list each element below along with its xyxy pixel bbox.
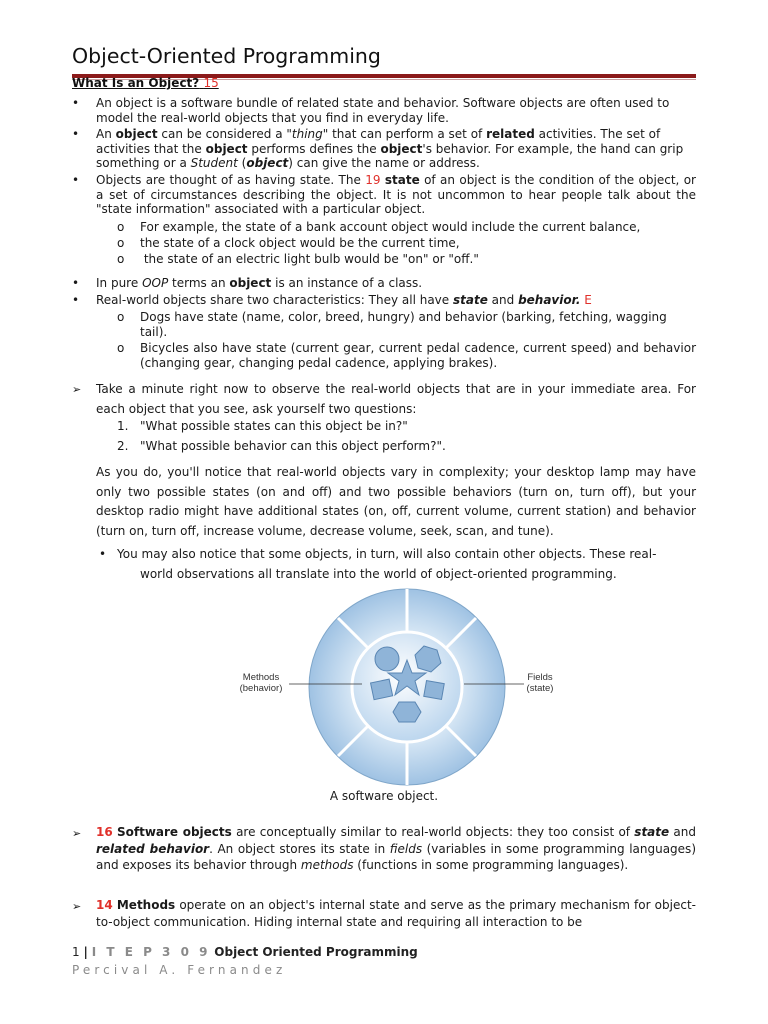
bullet-4: In pure OOP terms an object is an instance of a class. [96, 276, 423, 290]
question-2: "What possible behavior can this object perform?". [140, 439, 446, 453]
bullet-dot: • [72, 173, 80, 187]
arrow-bullet-icon: ➢ [72, 827, 82, 840]
arrow-bullet-icon: ➢ [72, 900, 82, 913]
figure-caption: A software object. [329, 789, 439, 803]
bullet-2: An object can be considered a "thing" that can perform a set of related activities. The set of activities that the object performs defines the object's behavior. For example, the hand can grip something or a Student (object) can give the name or address. [96, 127, 684, 171]
methods-sublabel: (behavior) [239, 683, 283, 694]
bullet-3: Objects are thought of as having state. The 19 state of an object is the condition of the object, or a set of circumstances describing the object. It is not uncommon to hear people talk about the "state information" associated with a particular object. [96, 173, 696, 217]
bullet-dot: • [72, 276, 80, 290]
bullet-1: An object is a software bundle of related state and behavior. Software objects are often used to model the real-world objects that you find in everyday life. [96, 96, 670, 125]
section-number: 15 [203, 76, 219, 90]
bullet-3-sub-2: the state of a clock object would be the current time, [140, 236, 460, 250]
bullet-dot: • [99, 547, 107, 561]
methods-label: Methods [242, 672, 280, 683]
section-heading: What Is an Object? 15 [72, 76, 219, 90]
inner-core [352, 632, 462, 742]
course-title: Object Oriented Programming [214, 945, 418, 959]
bullet-dot: • [72, 96, 80, 110]
point-14: 14 Methods operate on an object's internal state and serve as the primary mechanism for object-to-object communication. Hiding internal state and requiring all interaction to be [96, 898, 696, 929]
course-code: I T E P 3 0 9 [91, 945, 211, 959]
page-number: 1 [72, 945, 80, 959]
bullet-dot: • [72, 293, 80, 307]
page-title: Object-Oriented Programming [72, 44, 381, 68]
bullet-3-sub-3: the state of an electric light bulb would be "on" or "off." [140, 252, 479, 266]
bullet-5-sub-2: Bicycles also have state (current gear, current pedal cadence, current speed) and behavior (changing gear, changing pedal cadence, applying brakes). [140, 341, 696, 370]
bullet-5: Real-world objects share two characteristics: They all have state and behavior. E [96, 293, 592, 307]
bullet-3-sub-1: For example, the state of a bank account object would include the current balance, [140, 220, 641, 234]
footer-line: 1 | I T E P 3 0 9 Object Oriented Programming [72, 945, 418, 959]
note-line-2: world observations all translate into the world of object-oriented programming. [140, 567, 617, 581]
footer-author: Percival A. Fernandez [72, 963, 287, 977]
document-page: Object-Oriented Programming What Is an Object? 15 • An object is a software bundle of related state and behavior. Software objects are often used to model the real-world objects that you find in everyday life. • An object can be considered a "thing" that can perform a set of related activities. The set of activities that the object performs defines the object's behavior. For example, the hand can grip something or a Student (object) can give the name or address. • Objects are thought of as having state. The 19 state of an object is the condition of the object, or a set of circumstances describing the object. It is not uncommon to hear people talk about the "state information" associated with a particular object. o For example, the state of a bank account object would include the current balance, o the state of a clock object would be the current time, o the state of an electric light bulb would be "on" or "off." • In pure OOP terms an object is an instance of a class. • Real-world objects share two characteristics: They all have state and behavior. E o Dogs have state (name, color, breed, hungry) and behavior (barking, fetching, wagging tail). o Bicycles also have state (current gear, current pedal cadence, current speed) and behavior (changing gear, changing pedal cadence, applying brakes). ➢ Take a minute right now to observe the real-world objects that are in your immediate area. For each object that you see, ask yourself two questions: 1. "What possible states can this object be in?" 2. "What possible behavior can this object perform?". As you do, you'll notice that real-world objects vary in complexity; your desktop lamp may have only two possible states (on and off) and two possible behaviors (turn on, turn off), but your desktop radio might have additional states (on, off, current volume, current station) and behavior (turn on, turn off, increase volume, decrease volume, seek, scan, and tune). • You may also notice that some objects, in turn, will also contain other objects. These real- world observations all translate into the world of object-oriented programming. Methods (behavior) Fields (state) A software object. ➢ 16 Software objects are conceptually similar to real-world objects: they too consist of state and related behavior. An object stores its state in fields (variables in some programming languages) and exposes its behavior through methods (functions in some programming languages). ➢ 14 Methods operate on an object's internal state and serve as the primary mechanism for object-to-object communication. Hiding internal state and requiring all interaction to be 1 | I T E P 3 0 9 Object Oriented Programming Percival A. Fernandez [0, 0, 768, 1024]
software-object-diagram [234, 584, 568, 790]
arrow-bullet-icon: ➢ [72, 383, 82, 396]
fields-label: Fields [527, 672, 553, 683]
point-16: 16 Software objects are conceptually similar to real-world objects: they too consist of state and related behavior. An object stores its state in fields (variables in some programming languages) and exposes its behavior through methods (functions in some programming languages). [96, 825, 697, 873]
question-1: "What possible states can this object be in?" [140, 419, 408, 433]
note-line-1: You may also notice that some objects, in turn, will also contain other objects. These real- [117, 547, 657, 561]
bullet-dot: • [72, 127, 80, 141]
exercise-intro: Take a minute right now to observe the real-world objects that are in your immediate area. For each object that you see, ask yourself two questions: [96, 382, 696, 416]
fields-sublabel: (state) [526, 683, 554, 694]
exercise-paragraph: As you do, you'll notice that real-world objects vary in complexity; your desktop lamp may have only two possible states (on and off) and two possible behaviors (turn on, turn off), but your desktop radio might have additional states (on, off, current volume, current station) and behavior (turn on, turn off, increase volume, decrease volume, seek, scan, and tune). [96, 465, 696, 538]
bullet-5-sub-1: Dogs have state (name, color, breed, hungry) and behavior (barking, fetching, wagging tail). [140, 310, 667, 339]
